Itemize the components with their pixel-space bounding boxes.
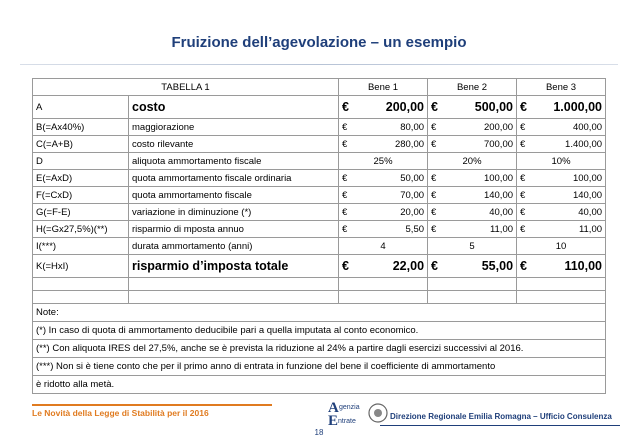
empty-cell	[339, 291, 428, 304]
value-cell: 110,00	[530, 255, 606, 278]
currency-symbol-cell: €	[517, 221, 530, 238]
table-row	[33, 255, 606, 278]
currency-symbol-cell: €	[517, 119, 530, 136]
row-key-cell: G(=F-E)	[33, 204, 129, 221]
row-key-cell: C(=A+B)	[33, 136, 129, 153]
row-key-cell: B(=Ax40%)	[33, 119, 129, 136]
row-label-cell: maggiorazione	[129, 119, 339, 136]
note-row	[33, 340, 606, 358]
note-text: Note:	[33, 304, 606, 322]
currency-symbol-cell: €	[428, 221, 441, 238]
empty-cell	[129, 291, 339, 304]
currency-symbol-cell: €	[339, 255, 352, 278]
currency-symbol-cell: €	[428, 170, 441, 187]
page-number: 18	[314, 428, 324, 437]
example-table	[32, 78, 606, 394]
note-row	[33, 376, 606, 394]
empty-cell	[339, 278, 428, 291]
empty-cell	[517, 278, 606, 291]
logo-text-bottom: ntrate	[338, 418, 356, 425]
currency-symbol-cell: €	[339, 221, 352, 238]
title-divider	[20, 64, 618, 65]
note-text: (***) Non si è tiene conto che per il primo anno di entrata in funzione del bene il coefficiente di ammortamento	[33, 358, 606, 376]
currency-symbol-cell: €	[517, 187, 530, 204]
value-cell: 500,00	[441, 96, 517, 119]
footer-right-text: Direzione Regionale Emilia Romagna – Ufficio Consulenza	[390, 412, 612, 421]
table-row	[33, 187, 606, 204]
footer-left-rule	[32, 404, 272, 406]
value-cell: 25%	[339, 153, 428, 170]
value-cell: 20%	[428, 153, 517, 170]
value-cell: 22,00	[352, 255, 428, 278]
value-cell: 50,00	[352, 170, 428, 187]
value-cell: 1.000,00	[530, 96, 606, 119]
table-row	[33, 119, 606, 136]
agenzia-entrate-logo	[326, 398, 390, 428]
row-key-cell: H(=Gx27,5%)(**)	[33, 221, 129, 238]
currency-symbol-cell: €	[428, 204, 441, 221]
value-cell: 280,00	[352, 136, 428, 153]
currency-symbol-cell: €	[517, 136, 530, 153]
logo-text-top: genzia	[339, 404, 360, 411]
value-cell: 200,00	[352, 96, 428, 119]
table-row	[33, 96, 606, 119]
value-cell: 140,00	[530, 187, 606, 204]
column-header-bene-2: Bene 2	[428, 79, 517, 96]
note-text: (*) In caso di quota di ammortamento deducibile pari a quella imputata al conto economico.	[33, 322, 606, 340]
currency-symbol-cell: €	[428, 187, 441, 204]
table-title: TABELLA 1	[33, 79, 339, 96]
value-cell: 11,00	[441, 221, 517, 238]
currency-symbol-cell: €	[339, 187, 352, 204]
value-cell: 11,00	[530, 221, 606, 238]
currency-symbol-cell: €	[428, 255, 441, 278]
value-cell: 70,00	[352, 187, 428, 204]
currency-symbol-cell: €	[428, 96, 441, 119]
svg-text:A: A	[328, 400, 339, 416]
value-cell: 200,00	[441, 119, 517, 136]
footer-right-rule	[380, 425, 620, 426]
value-cell: 55,00	[441, 255, 517, 278]
row-key-cell: I(***)	[33, 238, 129, 255]
currency-symbol-cell: €	[339, 96, 352, 119]
currency-symbol-cell: €	[339, 136, 352, 153]
note-row	[33, 322, 606, 340]
row-label-cell: quota ammortamento fiscale ordinaria	[129, 170, 339, 187]
row-label-cell: costo rilevante	[129, 136, 339, 153]
empty-row	[33, 278, 606, 291]
row-key-cell: F(=CxD)	[33, 187, 129, 204]
column-header-bene-1: Bene 1	[339, 79, 428, 96]
empty-cell	[129, 278, 339, 291]
row-label-cell: quota ammortamento fiscale	[129, 187, 339, 204]
value-cell: 100,00	[530, 170, 606, 187]
note-row	[33, 304, 606, 322]
empty-cell	[33, 278, 129, 291]
currency-symbol-cell: €	[339, 119, 352, 136]
row-label-cell: durata ammortamento (anni)	[129, 238, 339, 255]
value-cell: 20,00	[352, 204, 428, 221]
currency-symbol-cell: €	[339, 204, 352, 221]
currency-symbol-cell: €	[428, 119, 441, 136]
value-cell: 40,00	[530, 204, 606, 221]
value-cell: 140,00	[441, 187, 517, 204]
table-row	[33, 136, 606, 153]
row-label-cell: risparmio d’imposta totale	[129, 255, 339, 278]
row-label-cell: risparmio di mposta annuo	[129, 221, 339, 238]
value-cell: 80,00	[352, 119, 428, 136]
empty-cell	[33, 291, 129, 304]
currency-symbol-cell: €	[339, 170, 352, 187]
empty-cell	[428, 291, 517, 304]
note-row	[33, 358, 606, 376]
table-row	[33, 204, 606, 221]
footer-left-text: Le Novità della Legge di Stabilità per il 2016	[32, 408, 209, 418]
row-key-cell: D	[33, 153, 129, 170]
row-key-cell: K(=HxI)	[33, 255, 129, 278]
value-cell: 10	[517, 238, 606, 255]
value-cell: 1.400,00	[530, 136, 606, 153]
empty-cell	[428, 278, 517, 291]
currency-symbol-cell: €	[517, 170, 530, 187]
table-row	[33, 221, 606, 238]
currency-symbol-cell: €	[517, 204, 530, 221]
table-row	[33, 170, 606, 187]
value-cell: 10%	[517, 153, 606, 170]
value-cell: 4	[339, 238, 428, 255]
empty-row	[33, 291, 606, 304]
value-cell: 40,00	[441, 204, 517, 221]
table-row	[33, 153, 606, 170]
table-row	[33, 238, 606, 255]
value-cell: 5,50	[352, 221, 428, 238]
empty-cell	[517, 291, 606, 304]
slide-title: Fruizione dell’agevolazione – un esempio	[171, 34, 467, 51]
note-text: (**) Con aliquota IRES del 27,5%, anche se è prevista la riduzione al 24% a partire dagli esercizi successivi al 2016.	[33, 340, 606, 358]
row-key-cell: A	[33, 96, 129, 119]
currency-symbol-cell: €	[428, 136, 441, 153]
table-header-row	[33, 79, 606, 96]
row-label-cell: aliquota ammortamento fiscale	[129, 153, 339, 170]
value-cell: 100,00	[441, 170, 517, 187]
currency-symbol-cell: €	[517, 255, 530, 278]
row-label-cell: variazione in diminuzione (*)	[129, 204, 339, 221]
currency-symbol-cell: €	[517, 96, 530, 119]
column-header-bene-3: Bene 3	[517, 79, 606, 96]
value-cell: 700,00	[441, 136, 517, 153]
row-key-cell: E(=AxD)	[33, 170, 129, 187]
svg-text:E: E	[328, 413, 339, 428]
note-text: è ridotto alla metà.	[33, 376, 606, 394]
value-cell: 5	[428, 238, 517, 255]
row-label-cell: costo	[129, 96, 339, 119]
value-cell: 400,00	[530, 119, 606, 136]
